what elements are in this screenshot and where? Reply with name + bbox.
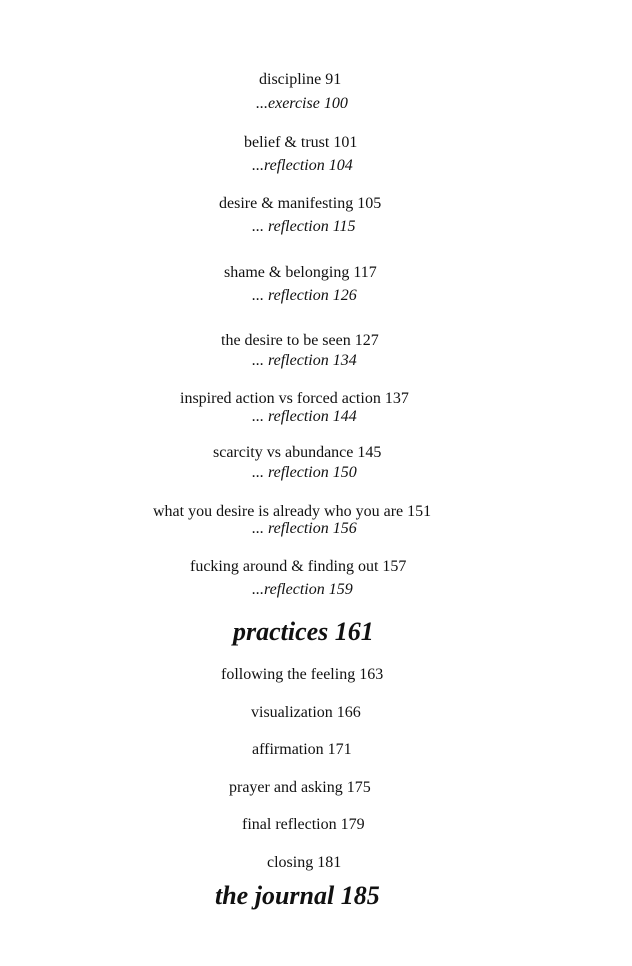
section-heading-practices: practices 161 [233, 617, 374, 646]
toc-entry-affirmation: affirmation 171 [252, 741, 352, 758]
toc-subentry-desire-reflection: ... reflection 115 [252, 218, 356, 235]
section-heading-journal: the journal 185 [215, 881, 380, 910]
toc-entry-desire-manifesting: desire & manifesting 105 [219, 195, 382, 212]
toc-entry-following-the-feeling: following the feeling 163 [221, 666, 384, 683]
toc-subentry-discipline-exercise: ...exercise 100 [256, 95, 348, 112]
toc-subentry-fafo-reflection: ...reflection 159 [252, 581, 353, 598]
toc-subentry-inspired-reflection: ... reflection 144 [252, 408, 357, 425]
toc-entry-fucking-around: fucking around & finding out 157 [190, 558, 407, 575]
toc-entry-inspired-action: inspired action vs forced action 137 [180, 390, 409, 407]
toc-entry-already-who-you-are: what you desire is already who you are 151 [153, 503, 432, 520]
toc-entry-closing: closing 181 [267, 854, 342, 871]
toc-entry-scarcity-abundance: scarcity vs abundance 145 [213, 444, 382, 461]
toc-entry-discipline: discipline 91 [259, 71, 342, 88]
toc-subentry-seen-reflection: ... reflection 134 [252, 352, 357, 369]
toc-subentry-belief-reflection: ...reflection 104 [252, 157, 353, 174]
toc-entry-belief-trust: belief & trust 101 [244, 134, 358, 151]
toc-entry-prayer-and-asking: prayer and asking 175 [229, 779, 371, 796]
toc-subentry-already-reflection: ... reflection 156 [252, 520, 357, 537]
toc-entry-visualization: visualization 166 [251, 704, 361, 721]
toc-entry-shame-belonging: shame & belonging 117 [224, 264, 377, 281]
toc-entry-final-reflection: final reflection 179 [242, 816, 365, 833]
toc-subentry-shame-reflection: ... reflection 126 [252, 287, 357, 304]
toc-entry-desire-to-be-seen: the desire to be seen 127 [221, 332, 379, 349]
toc-subentry-scarcity-reflection: ... reflection 150 [252, 464, 357, 481]
